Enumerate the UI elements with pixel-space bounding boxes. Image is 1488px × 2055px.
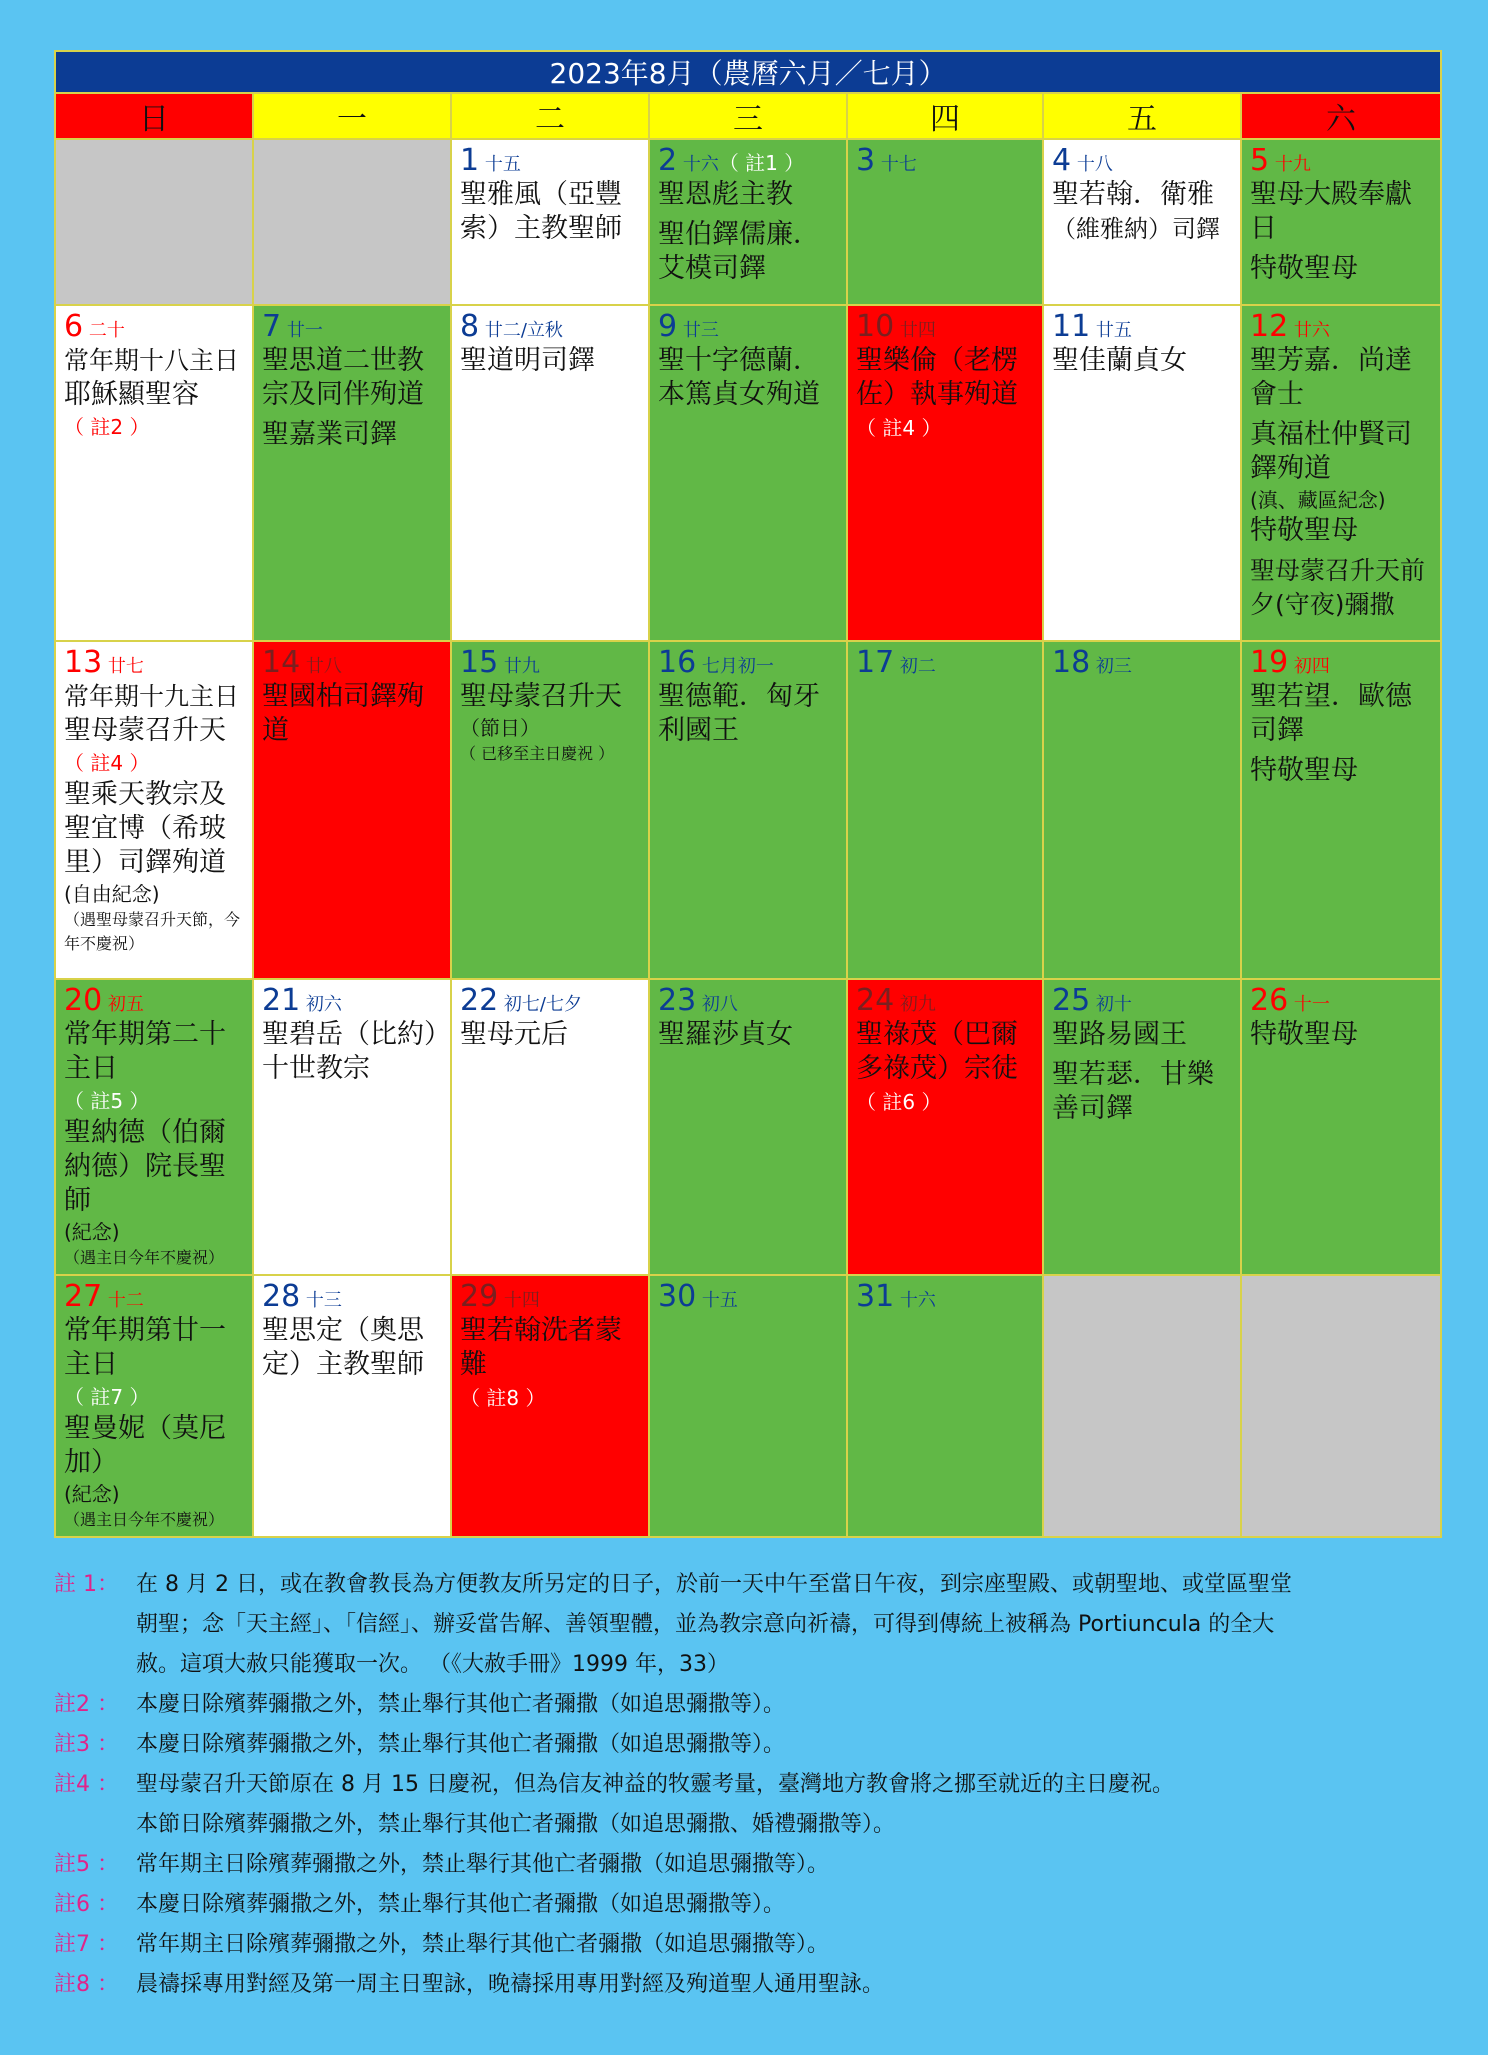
event: 聖母蒙召升天 <box>460 681 622 712</box>
footnote-label: 註4 ： <box>54 1772 119 1797</box>
day-cell-17 <box>847 641 1043 979</box>
day-number: 28 <box>262 1279 301 1314</box>
event: 耶穌顯聖容 <box>64 379 199 410</box>
lunar-date: 十四 <box>503 1290 540 1311</box>
lunar-date: 初八 <box>701 994 738 1015</box>
event: 聖恩彪主教 <box>658 179 793 210</box>
day-cell-5 <box>1241 139 1441 305</box>
event: 聖母大殿奉獻日 <box>1250 179 1412 244</box>
empty-cell <box>1043 1275 1241 1537</box>
day-number: 24 <box>856 983 895 1018</box>
weekday-sun: 日 <box>55 93 253 139</box>
lunar-date: 初九 <box>899 994 936 1015</box>
event: 聖若翰．衛雅 <box>1052 179 1214 210</box>
footnote-text: 本慶日除殯葬彌撒之外，禁止舉行其他亡者彌撒（如追思彌撒等）。 <box>136 1732 786 1757</box>
day-cell-14 <box>253 641 451 979</box>
lunar-date: 十二 <box>107 1290 144 1311</box>
event: 聖思道二世教宗及同伴殉道 <box>262 345 424 410</box>
event: 聖若望．歐德司鐸 <box>1250 681 1412 746</box>
day-cell-12 <box>1241 305 1441 641</box>
day-number: 25 <box>1052 983 1091 1018</box>
lunar-date: 十一 <box>1293 994 1330 1015</box>
event: 常年期第二十主日 <box>64 1019 226 1084</box>
footnote-3 <box>54 1725 1454 1765</box>
event: 聖國柏司鐸殉道 <box>262 681 424 746</box>
lunar-date: 十五 <box>701 1290 738 1311</box>
day-number: 13 <box>64 645 103 680</box>
event: 真福杜仲賢司鐸殉道 <box>1250 419 1412 484</box>
lunar-date: 廿六 <box>1293 320 1330 341</box>
day-cell-10 <box>847 305 1043 641</box>
day-cell-6 <box>55 305 253 641</box>
lunar-date: 七月初一 <box>701 656 774 677</box>
event: 聖若瑟．甘樂善司鐸 <box>1052 1059 1214 1124</box>
lunar-date: 初六 <box>305 994 342 1015</box>
week-row-3 <box>55 641 1441 979</box>
day-cell-16 <box>649 641 847 979</box>
footnote-5 <box>54 1845 1454 1885</box>
sub-note: （遇聖母蒙召升天節，今年不慶祝） <box>64 910 241 953</box>
event: 常年期十九主日 <box>64 682 240 711</box>
event: 聖伯鐸儒廉．艾模司鐸 <box>658 219 820 284</box>
lunar-date: 廿一 <box>286 320 323 341</box>
day-cell-30 <box>649 1275 847 1537</box>
footnote-4 <box>54 1765 1454 1845</box>
event: 聖曼妮（莫尼加） <box>64 1413 226 1478</box>
event: 聖德範．匈牙利國王 <box>658 681 820 746</box>
sub-note: （節日） <box>460 716 540 740</box>
week-row-5 <box>55 1275 1441 1537</box>
day-number: 19 <box>1250 645 1289 680</box>
day-number: 21 <box>262 983 301 1018</box>
day-number: 5 <box>1250 143 1270 178</box>
lunar-date: 廿九 <box>503 656 540 677</box>
footnote-text: 在 8 月 2 日，或在教會教長為方便教友所另定的日子，於前一天中午至當日午夜，到宗座聖殿、或朝聖地、或堂區聖堂 <box>136 1572 1292 1597</box>
lunar-date: 初三 <box>1095 656 1132 677</box>
week-row-1 <box>55 139 1441 305</box>
footnote-text: 常年期主日除殯葬彌撒之外，禁止舉行其他亡者彌撒（如追思彌撒等）。 <box>136 1932 830 1957</box>
footnote-label: 註6 ： <box>54 1892 119 1917</box>
lunar-date: 廿五 <box>1095 320 1132 341</box>
lunar-date: 十五 <box>484 154 521 175</box>
event: 聖路易國王 <box>1052 1019 1187 1050</box>
day-cell-7 <box>253 305 451 641</box>
week-row-4 <box>55 979 1441 1275</box>
day-number: 30 <box>658 1279 697 1314</box>
day-cell-28 <box>253 1275 451 1537</box>
weekday-tue: 二 <box>451 93 649 139</box>
day-cell-1 <box>451 139 649 305</box>
footnote-text: 聖母蒙召升天節原在 8 月 15 日慶祝，但為信友神益的牧靈考量，臺灣地方教會將之挪至就近的主日慶祝。 <box>136 1772 1174 1797</box>
day-number: 14 <box>262 645 301 680</box>
note-ref: （ 註2 ） <box>64 415 150 439</box>
footnote-label: 註7 ： <box>54 1932 119 1957</box>
footnote-text: 朝聖；念「天主經」、「信經」、辦妥當告解、善領聖體，並為教宗意向祈禱，可得到傳統上被稱為 Portiuncula 的全大 <box>136 1612 1275 1637</box>
footnote-label: 註2 ： <box>54 1692 119 1717</box>
event: 聖佳蘭貞女 <box>1052 345 1187 376</box>
event: 聖母蒙召升天前夕(守夜)彌撒 <box>1250 556 1426 619</box>
lunar-date: 初二 <box>899 656 936 677</box>
lunar-date: 初十 <box>1095 994 1132 1015</box>
day-number: 7 <box>262 309 282 344</box>
weekday-fri: 五 <box>1043 93 1241 139</box>
event: 聖若翰洗者蒙難 <box>460 1315 622 1380</box>
event: 聖思定（奧思定）主教聖師 <box>262 1315 424 1380</box>
event: （維雅納）司鐸 <box>1052 215 1220 243</box>
event: 聖納德（伯爾納德）院長聖師 <box>64 1117 226 1216</box>
sub-note: (滇、藏區紀念) <box>1250 488 1386 512</box>
footnote-8 <box>54 1965 1454 2005</box>
day-cell-27 <box>55 1275 253 1537</box>
day-cell-29 <box>451 1275 649 1537</box>
event: 聖樂倫（老楞佐）執事殉道 <box>856 345 1018 410</box>
day-cell-18 <box>1043 641 1241 979</box>
sub-note: (紀念) <box>64 1220 120 1244</box>
weekday-thu: 四 <box>847 93 1043 139</box>
footnote-text: 本慶日除殯葬彌撒之外，禁止舉行其他亡者彌撒（如追思彌撒等）。 <box>136 1692 786 1717</box>
weekday-wed: 三 <box>649 93 847 139</box>
day-cell-20 <box>55 979 253 1275</box>
note-ref: （ 註7 ） <box>64 1385 150 1409</box>
footnote-1 <box>54 1565 1454 1685</box>
day-cell-13 <box>55 641 253 979</box>
footnote-6 <box>54 1885 1454 1925</box>
footnote-label: 註 1： <box>54 1572 119 1597</box>
footnote-label: 註8 ： <box>54 1972 119 1997</box>
empty-cell <box>1241 1275 1441 1537</box>
event: 聖碧岳（比約）十世教宗 <box>262 1019 438 1084</box>
sub-note: (自由紀念) <box>64 882 160 906</box>
day-number: 12 <box>1250 309 1289 344</box>
empty-cell <box>55 139 253 305</box>
footnote-2 <box>54 1685 1454 1725</box>
day-number: 15 <box>460 645 499 680</box>
day-number: 11 <box>1052 309 1091 344</box>
event: 常年期十八主日 <box>64 346 240 375</box>
footnote-text: 本慶日除殯葬彌撒之外，禁止舉行其他亡者彌撒（如追思彌撒等）。 <box>136 1892 786 1917</box>
day-number: 16 <box>658 645 697 680</box>
day-number: 29 <box>460 1279 499 1314</box>
note-ref: （ 註6 ） <box>856 1090 942 1114</box>
sub-note: （遇主日今年不慶祝） <box>64 1510 225 1529</box>
day-cell-4 <box>1043 139 1241 305</box>
event: 特敬聖母 <box>1250 515 1358 546</box>
sub-note: （遇主日今年不慶祝） <box>64 1248 225 1267</box>
day-number: 27 <box>64 1279 103 1314</box>
lunar-date: 十六 <box>899 1290 936 1311</box>
weekday-header-row <box>55 93 1441 139</box>
day-cell-9 <box>649 305 847 641</box>
sub-note: (紀念) <box>64 1482 120 1506</box>
event: 聖道明司鐸 <box>460 345 595 376</box>
event: 聖雅風（亞豐索）主教聖師 <box>460 179 622 244</box>
lunar-date: 廿二/立秋 <box>484 320 563 341</box>
day-cell-21 <box>253 979 451 1275</box>
note-ref: （ 註5 ） <box>64 1089 150 1113</box>
event: 聖十字德蘭．本篤貞女殉道 <box>658 345 820 410</box>
weekday-sat: 六 <box>1241 93 1441 139</box>
day-number: 31 <box>856 1279 895 1314</box>
weekday-mon: 一 <box>253 93 451 139</box>
day-number: 2 <box>658 143 678 178</box>
event: 聖芳嘉．尚達會士 <box>1250 345 1412 410</box>
calendar-title: 2023年8月（農曆六月／七月） <box>55 51 1441 93</box>
week-row-2 <box>55 305 1441 641</box>
event: 聖乘天教宗及聖宜博（希玻里）司鐸殉道 <box>64 779 226 878</box>
event: 特敬聖母 <box>1250 1019 1358 1050</box>
day-cell-15 <box>451 641 649 979</box>
day-cell-19 <box>1241 641 1441 979</box>
day-cell-26 <box>1241 979 1441 1275</box>
footnote-label: 註3 ： <box>54 1732 119 1757</box>
lunar-date: 十八 <box>1076 154 1113 175</box>
day-cell-24 <box>847 979 1043 1275</box>
footnote-text: 本節日除殯葬彌撒之外，禁止舉行其他亡者彌撒（如追思彌撒、婚禮彌撒等）。 <box>136 1812 896 1837</box>
event: 特敬聖母 <box>1250 253 1358 284</box>
lunar-date: 廿四 <box>899 320 936 341</box>
day-number: 26 <box>1250 983 1289 1018</box>
lunar-date: 廿八 <box>305 656 342 677</box>
lunar-date: 初五 <box>107 994 144 1015</box>
lunar-date: 廿三 <box>682 320 719 341</box>
day-cell-22 <box>451 979 649 1275</box>
day-number: 18 <box>1052 645 1091 680</box>
day-number: 8 <box>460 309 480 344</box>
event: 聖母元后 <box>460 1019 568 1050</box>
lunar-date: 十三 <box>305 1290 342 1311</box>
lunar-date: 十九 <box>1274 154 1311 175</box>
day-cell-11 <box>1043 305 1241 641</box>
day-cell-8 <box>451 305 649 641</box>
footnotes <box>54 1565 1454 2005</box>
day-number: 3 <box>856 143 876 178</box>
lunar-date: 二十 <box>88 320 125 341</box>
day-cell-2 <box>649 139 847 305</box>
lunar-date: 廿七 <box>107 656 144 677</box>
event: 聖嘉業司鐸 <box>262 419 397 450</box>
note-ref: （ 註4 ） <box>64 751 150 775</box>
day-number: 9 <box>658 309 678 344</box>
lunar-date: 初四 <box>1293 656 1330 677</box>
day-cell-3 <box>847 139 1043 305</box>
footnote-7 <box>54 1925 1454 1965</box>
day-number: 4 <box>1052 143 1072 178</box>
event: 聖母蒙召升天 <box>64 715 226 746</box>
event: 聖羅莎貞女 <box>658 1019 793 1050</box>
day-number: 23 <box>658 983 697 1018</box>
footnote-text: 赦。這項大赦只能獲取一次。 （《大赦手冊》1999 年，33） <box>136 1652 729 1677</box>
day-number: 20 <box>64 983 103 1018</box>
day-number: 1 <box>460 143 480 178</box>
lunar-date: 十六 <box>682 154 719 175</box>
day-cell-31 <box>847 1275 1043 1537</box>
lunar-date: 初七/七夕 <box>503 994 582 1015</box>
day-number: 22 <box>460 983 499 1018</box>
lunar-date: 十七 <box>880 154 917 175</box>
note-ref: （ 註1 ） <box>718 151 805 175</box>
event: 聖祿茂（巴爾多祿茂）宗徒 <box>856 1019 1018 1084</box>
empty-cell <box>253 139 451 305</box>
event: 特敬聖母 <box>1250 755 1358 786</box>
sub-note: （ 已移至主日慶祝 ） <box>460 744 615 763</box>
footnote-text: 晨禱採專用對經及第一周主日聖詠，晚禱採用專用對經及殉道聖人通用聖詠。 <box>136 1972 885 1997</box>
day-number: 17 <box>856 645 895 680</box>
event: 常年期第廿一主日 <box>64 1315 226 1380</box>
day-cell-25 <box>1043 979 1241 1275</box>
calendar-table <box>54 50 1442 1538</box>
day-cell-23 <box>649 979 847 1275</box>
day-number: 6 <box>64 309 84 344</box>
day-number: 10 <box>856 309 895 344</box>
footnote-text: 常年期主日除殯葬彌撒之外，禁止舉行其他亡者彌撒（如追思彌撒等）。 <box>136 1852 830 1877</box>
note-ref: （ 註8 ） <box>460 1386 546 1410</box>
footnote-label: 註5 ： <box>54 1852 119 1877</box>
note-ref: （ 註4 ） <box>856 416 942 440</box>
